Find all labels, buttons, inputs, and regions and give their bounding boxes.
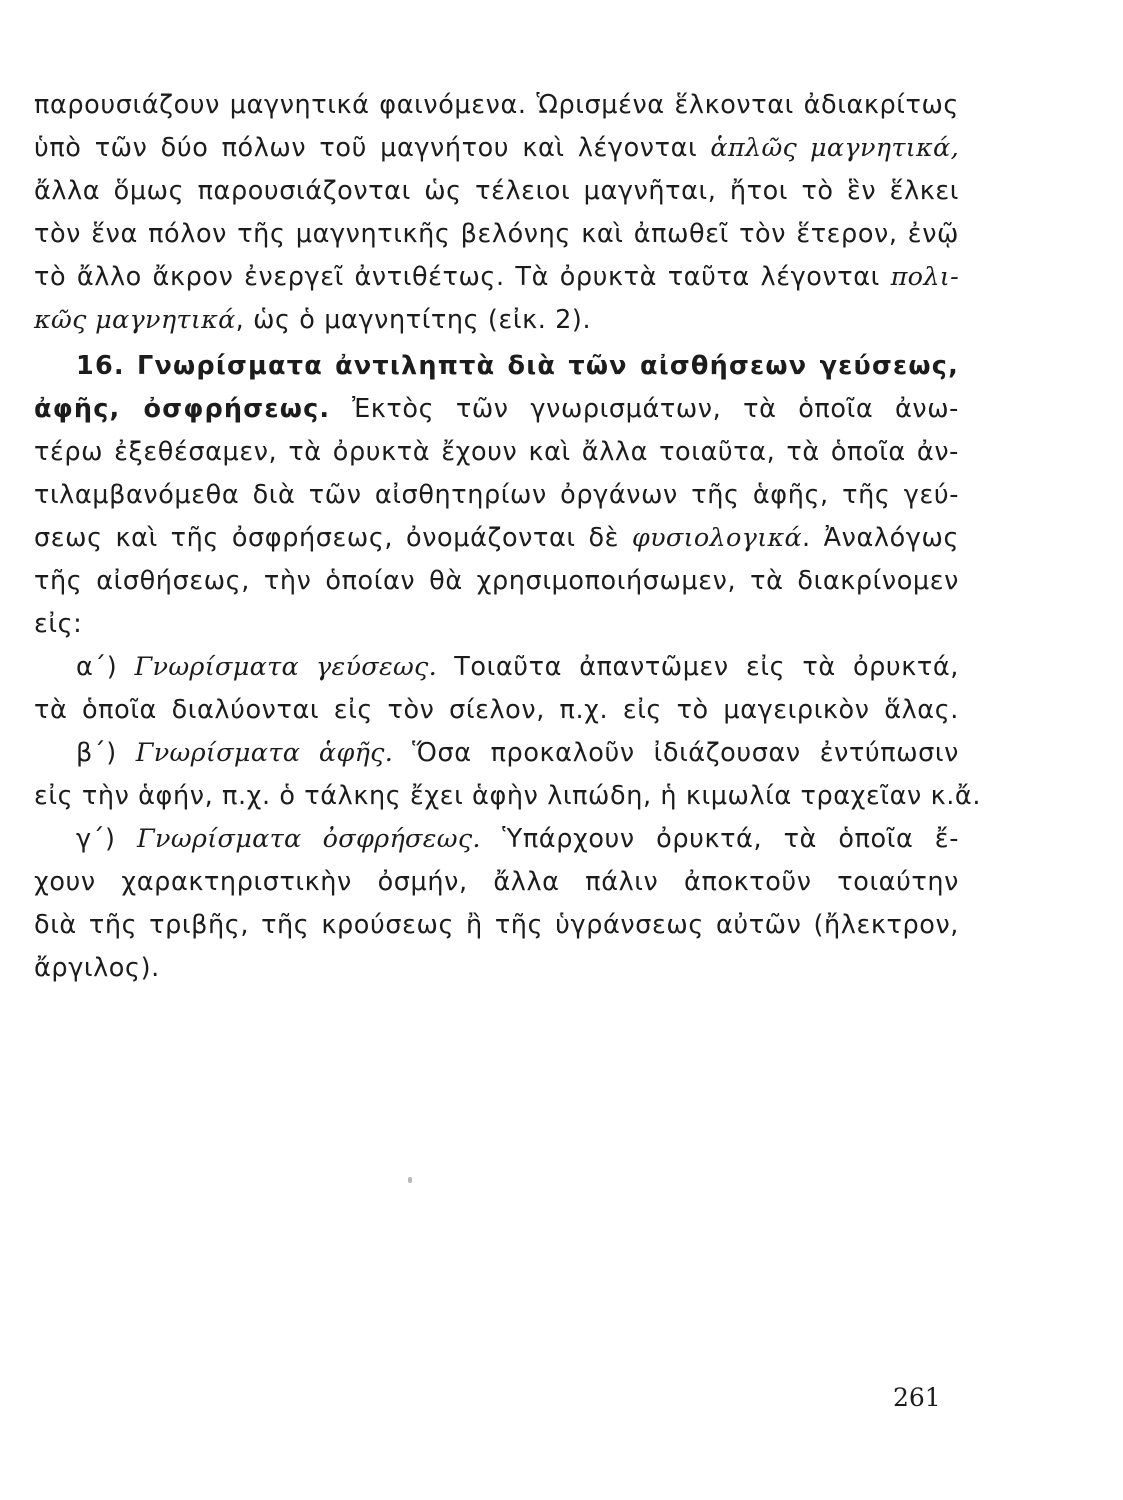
section-heading [76, 349, 959, 383]
text-line [34, 564, 959, 598]
text-span: εἰς: [34, 609, 83, 639]
text-span: παρουσιάζουν μαγνητικά φαινόμενα. Ὡρισμένα ἕλκονται ἀδιακρίτως [34, 90, 959, 120]
text-line [34, 779, 982, 813]
section-heading-text: ἀφῆς, ὀσφρήσεως. [34, 394, 331, 424]
text-line [34, 217, 959, 251]
text-line [76, 650, 959, 684]
text-span: τέρω ἐξεθέσαμεν, τὰ ὀρυκτὰ ἔχουν καὶ ἄλλα τοιαῦτα, τὰ ὁποῖα ἀν- [34, 437, 959, 467]
text-line [34, 174, 959, 208]
text-line [34, 303, 959, 337]
text-span: ἄλλα ὅμως παρουσιάζονται ὡς τέλειοι μαγνῆται, ἤτοι τὸ ἓν ἕλκει [34, 176, 959, 206]
text-span: Τοιαῦτα ἀπαντῶμεν εἰς τὰ ὀρυκτά, [437, 652, 959, 682]
item-title: Γνωρίσματα ὀσφρήσεως. [137, 824, 481, 854]
text-line [34, 392, 959, 426]
text-line [34, 693, 959, 727]
text-span: τὸ ἄλλο ἄκρον ἐνεργεῖ ἀντιθέτως. Τὰ ὀρυκτὰ ταῦτα λέγονται [34, 262, 891, 292]
text-line [76, 822, 959, 856]
text-line [34, 88, 959, 122]
item-marker: β΄) [76, 738, 117, 768]
paper-speck [408, 1177, 412, 1183]
text-span: . Ἀναλόγως [802, 523, 960, 553]
text-span: Ἐκτὸς τῶν γνωρισμάτων, τὰ ὁποῖα ἀνω- [330, 394, 959, 424]
text-span: διὰ τῆς τριβῆς, τῆς κρούσεως ἢ τῆς ὑγράνσεως αὐτῶν (ἤλεκτρον, [34, 910, 959, 940]
section-heading-text: 16. Γνωρίσματα ἀντιληπτὰ διὰ τῶν αἰσθήσεων γεύσεως, [76, 351, 959, 381]
item-title: Γνωρίσματα γεύσεως. [134, 652, 438, 682]
text-line [34, 908, 959, 942]
italic-term: κῶς μαγνητικά [34, 305, 236, 335]
text-span: εἰς τὴν ἁφήν, π.χ. ὁ τάλκης ἔχει ἁφὴν λιπώδη, ἡ κιμωλία τραχεῖαν κ.ἄ. [34, 781, 982, 811]
text-line [34, 435, 959, 469]
text-line [34, 260, 959, 294]
text-line [34, 607, 959, 641]
text-line [34, 131, 959, 165]
text-span: Ὅσα προκαλοῦν ἰδιάζουσαν ἐντύπωσιν [393, 738, 959, 768]
text-span: τιλαμβανόμεθα διὰ τῶν αἰσθητηρίων ὀργάνων τῆς ἁφῆς, τῆς γεύ- [34, 480, 959, 510]
page-number: 261 [893, 1383, 941, 1412]
italic-term: πολι- [890, 262, 959, 292]
text-line [76, 736, 959, 770]
text-span: Ὑπάρχουν ὀρυκτά, τὰ ὁποῖα ἔ- [480, 824, 959, 854]
text-span: , ὡς ὁ μαγνητίτης (εἰκ. 2). [235, 305, 592, 335]
text-line [34, 865, 959, 899]
text-span: τὸν ἕνα πόλον τῆς μαγνητικῆς βελόνης καὶ ἀπωθεῖ τὸν ἕτερον, ἐνῷ [34, 219, 959, 249]
item-marker: α΄) [76, 652, 118, 682]
text-span: χουν χαρακτηριστικὴν ὀσμήν, ἄλλα πάλιν ἀποκτοῦν τοιαύτην [34, 867, 959, 897]
italic-term: φυσιολογικά [631, 523, 803, 553]
text-span: ἄργιλος). [34, 953, 160, 983]
italic-term: ἁπλῶς μαγνητικά, [710, 133, 959, 163]
item-marker: γ΄) [76, 824, 116, 854]
text-line [34, 521, 959, 555]
text-span: ὑπὸ τῶν δύο πόλων τοῦ μαγνήτου καὶ λέγονται [34, 133, 711, 163]
text-line [34, 478, 959, 512]
text-span: τῆς αἰσθήσεως, τὴν ὁποίαν θὰ χρησιμοποιήσωμεν, τὰ διακρίνομεν [34, 566, 959, 596]
text-line [34, 951, 959, 985]
text-span: σεως καὶ τῆς ὀσφρήσεως, ὀνομάζονται δὲ [34, 523, 632, 553]
item-title: Γνωρίσματα ἁφῆς. [135, 738, 394, 768]
text-span: τὰ ὁποῖα διαλύονται εἰς τὸν σίελον, π.χ. εἰς τὸ μαγειρικὸν ἅλας. [34, 695, 959, 725]
